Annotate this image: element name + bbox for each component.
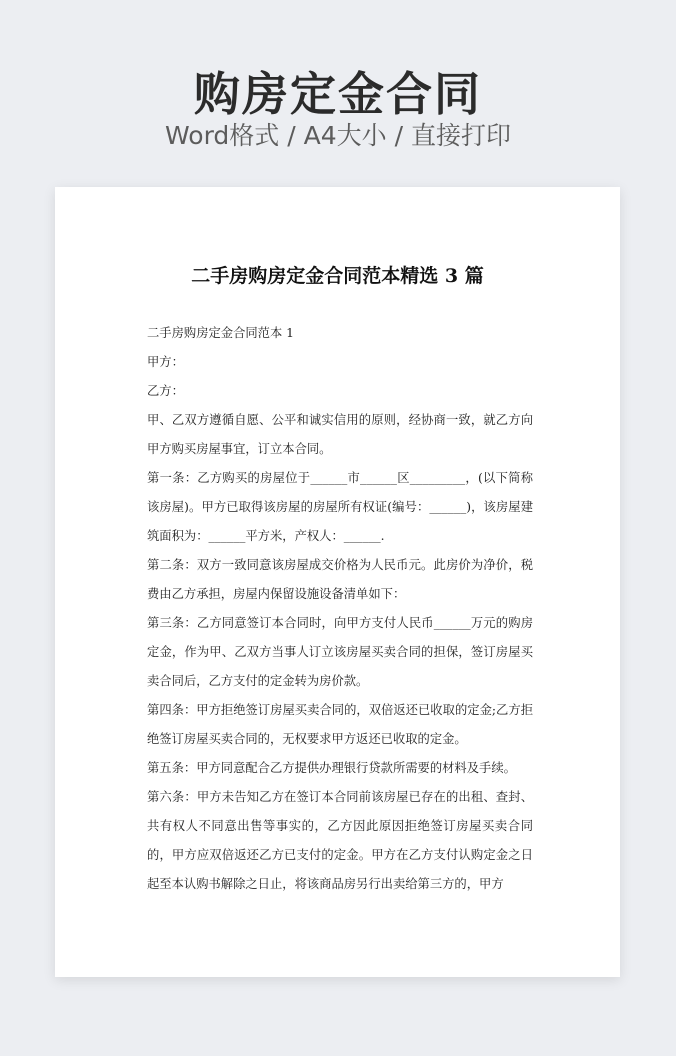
paragraph-article-4: 第四条：甲方拒绝签订房屋买卖合同的，双倍返还已收取的定金;乙方拒绝签订房屋买卖合同的，无权要求甲方返还已收取的定金。 [147, 703, 533, 746]
document-title: 二手房购房定金合同范本精选 3 篇 [191, 265, 484, 287]
document-body [147, 319, 533, 899]
paragraph-heading: 二手房购房定金合同范本 1 [147, 326, 294, 340]
document-page [55, 187, 620, 977]
paragraph-article-1: 第一条：乙方购买的房屋位于______市______区_________，(以下简称该房屋)。甲方已取得该房屋的房屋所有权证(编号：______)，该房屋建筑面积为：______平方米，产权人：______. [147, 471, 533, 543]
paragraph-preamble: 甲、乙双方遵循自愿、公平和诚实信用的原则，经协商一致，就乙方向甲方购买房屋事宜，订立本合同。 [147, 413, 533, 456]
paragraph-article-5: 第五条：甲方同意配合乙方提供办理银行贷款所需要的材料及手续。 [147, 761, 516, 775]
paragraph-article-2: 第二条：双方一致同意该房屋成交价格为人民币元。此房价为净价，税费由乙方承担，房屋内保留设施设备清单如下： [147, 558, 533, 601]
paragraph-article-3: 第三条：乙方同意签订本合同时，向甲方支付人民币______万元的购房定金，作为甲、乙双方当事人订立该房屋买卖合同的担保，签订房屋买卖合同后，乙方支付的定金转为房价款。 [147, 616, 533, 688]
paragraph-party-a: 甲方： [147, 355, 184, 369]
paragraph-article-6: 第六条：甲方未告知乙方在签订本合同前该房屋已存在的出租、查封、共有权人不同意出售等事实的，乙方因此原因拒绝签订房屋买卖合同的，甲方应双倍返还乙方已支付的定金。甲方在乙方支付认购定金之日起至本认购书解除之日止，将该商品房另行出卖给第三方的，甲方 [147, 790, 533, 891]
banner-subtitle: Word格式 / A4大小 / 直接打印 [165, 121, 511, 150]
paragraph-party-b: 乙方： [147, 384, 184, 398]
banner-title: 购房定金合同 [194, 67, 482, 121]
